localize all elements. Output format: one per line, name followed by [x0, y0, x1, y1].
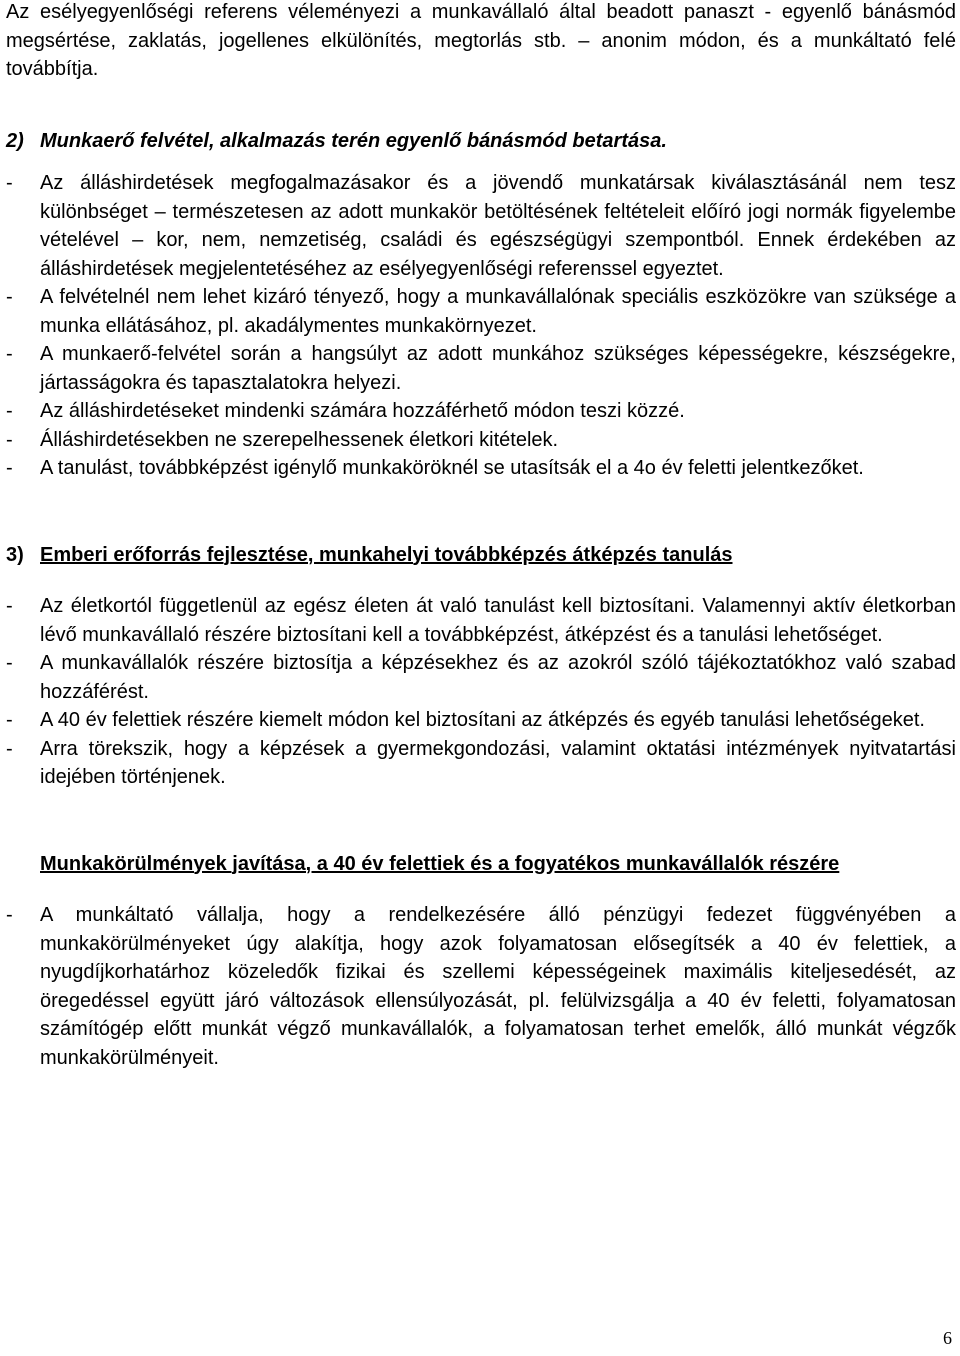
section-4-heading [6, 850, 956, 879]
section-3-heading [6, 541, 956, 570]
bullet-dash: - [6, 428, 13, 451]
list-item [6, 169, 956, 283]
list-item-text: Az álláshirdetések megfogalmazásakor és a jövendő munkatársak kiválasztásánál nem tesz különbséget – természetesen az adott munkakör betöltésének feltételeit előíró jogi normák figyelembe vételével – kor, nem, nemzetiség, családi és egészségügyi szempontból. Ennek érdekében az álláshirdetések megjelentetéséhez az esélyegyenlőségi referenssel egyeztet. [40, 172, 956, 280]
list-item-text: A felvételnél nem lehet kizáró tényező, hogy a munkavállalónak speciális eszközökre van szüksége a munka ellátásához, pl. akadálymentes munkakörnyezet. [40, 286, 956, 337]
section-2-title: Munkaerő felvétel, alkalmazás terén egyenlő bánásmód betartása. [40, 129, 667, 152]
list-item [6, 397, 956, 426]
list-item [6, 706, 956, 735]
list-item [6, 340, 956, 397]
list-item-text: Álláshirdetésekben ne szerepelhessenek életkori kitételek. [40, 428, 559, 451]
section-3-title: Emberi erőforrás fejlesztése, munkahelyi továbbképzés átképzés tanulás [40, 543, 733, 566]
section-3-list [6, 592, 956, 792]
list-item-text: A munkavállalók részére biztosítja a képzésekhez és az azokról szóló tájékoztatókhoz való szabad hozzáférést. [40, 652, 956, 703]
page-number: 6 [943, 1328, 952, 1348]
bullet-dash: - [6, 904, 13, 926]
section-2-heading [6, 127, 956, 156]
list-item-text: Arra törekszik, hogy a képzések a gyermekgondozási, valamint oktatási intézmények nyitvatartási idejében történjenek. [40, 737, 956, 788]
list-item-text: A munkáltató vállalja, hogy a rendelkezésére álló pénzügyi fedezet függvényében a munkakörülményeket úgy alakítja, hogy azok folyamatosan elősegítsék a 40 év felettiek, a nyugdíjkorhatárhoz közeledők fizikai és szellemi képességeinek maximális kiteljesedését, az öregedéssel együtt járó változások ellensúlyozását, pl. felülvizsgálja a 40 év feletti, folyamatosan számítógép előtt munkát végző munkavállalók, a folyamatosan terhet emelők, álló munkát végzők munkakörülményeit. [40, 904, 956, 1069]
section-2-list [6, 169, 956, 483]
list-item-text: A munkaerő-felvétel során a hangsúlyt az adott munkához szükséges képességekre, készségekre, jártasságokra és tapasztalatokra helyezi. [40, 343, 956, 394]
list-item [6, 735, 956, 792]
bullet-dash: - [6, 400, 13, 422]
intro-paragraph: Az esélyegyenlőségi referens véleményezi a munkavállaló által beadott panaszt - egyenlő bánásmód megsértése, zaklatás, jogellenes elkülönítés, megtorlás stb. – anonim módon, és a munkáltató felé továbbítja. [6, 1, 956, 80]
document-page [6, 0, 956, 1072]
bullet-dash: - [6, 343, 13, 365]
list-item-text: Az álláshirdetéseket mindenki számára hozzáférhető módon teszi közzé. [40, 400, 685, 422]
section-4-number [6, 850, 40, 879]
bullet-dash: - [6, 172, 13, 194]
bullet-dash: - [6, 737, 13, 760]
bullet-dash: - [6, 709, 13, 731]
section-2-number: 2) [6, 129, 24, 152]
list-item-text: A 40 év felettiek részére kiemelt módon kel biztosítani az átképzés és egyéb tanulási lehetőségeket. [40, 709, 925, 731]
list-item-text: Az életkortól függetlenül az egész életen át való tanulást kell biztosítani. Valamennyi aktív életkorban lévő munkavállaló részére biztosítani kell a továbbképzést, átképzést és a tanulási lehetőséget. [40, 595, 956, 646]
list-item [6, 283, 956, 340]
list-item [6, 901, 956, 1072]
section-4-title: Munkakörülmények javítása, a 40 év felettiek és a fogyatékos munkavállalók részére [40, 852, 840, 875]
bullet-dash: - [6, 286, 13, 308]
list-item [6, 454, 956, 483]
section-3-number: 3) [6, 543, 24, 566]
list-item [6, 426, 956, 455]
bullet-dash: - [6, 457, 13, 479]
list-item [6, 592, 956, 649]
bullet-dash: - [6, 595, 13, 617]
list-item [6, 649, 956, 706]
bullet-dash: - [6, 652, 13, 674]
list-item-text: A tanulást, továbbképzést igénylő munkaköröknél se utasítsák el a 4o év feletti jelentkezőket. [40, 457, 864, 479]
section-4-list [6, 901, 956, 1072]
